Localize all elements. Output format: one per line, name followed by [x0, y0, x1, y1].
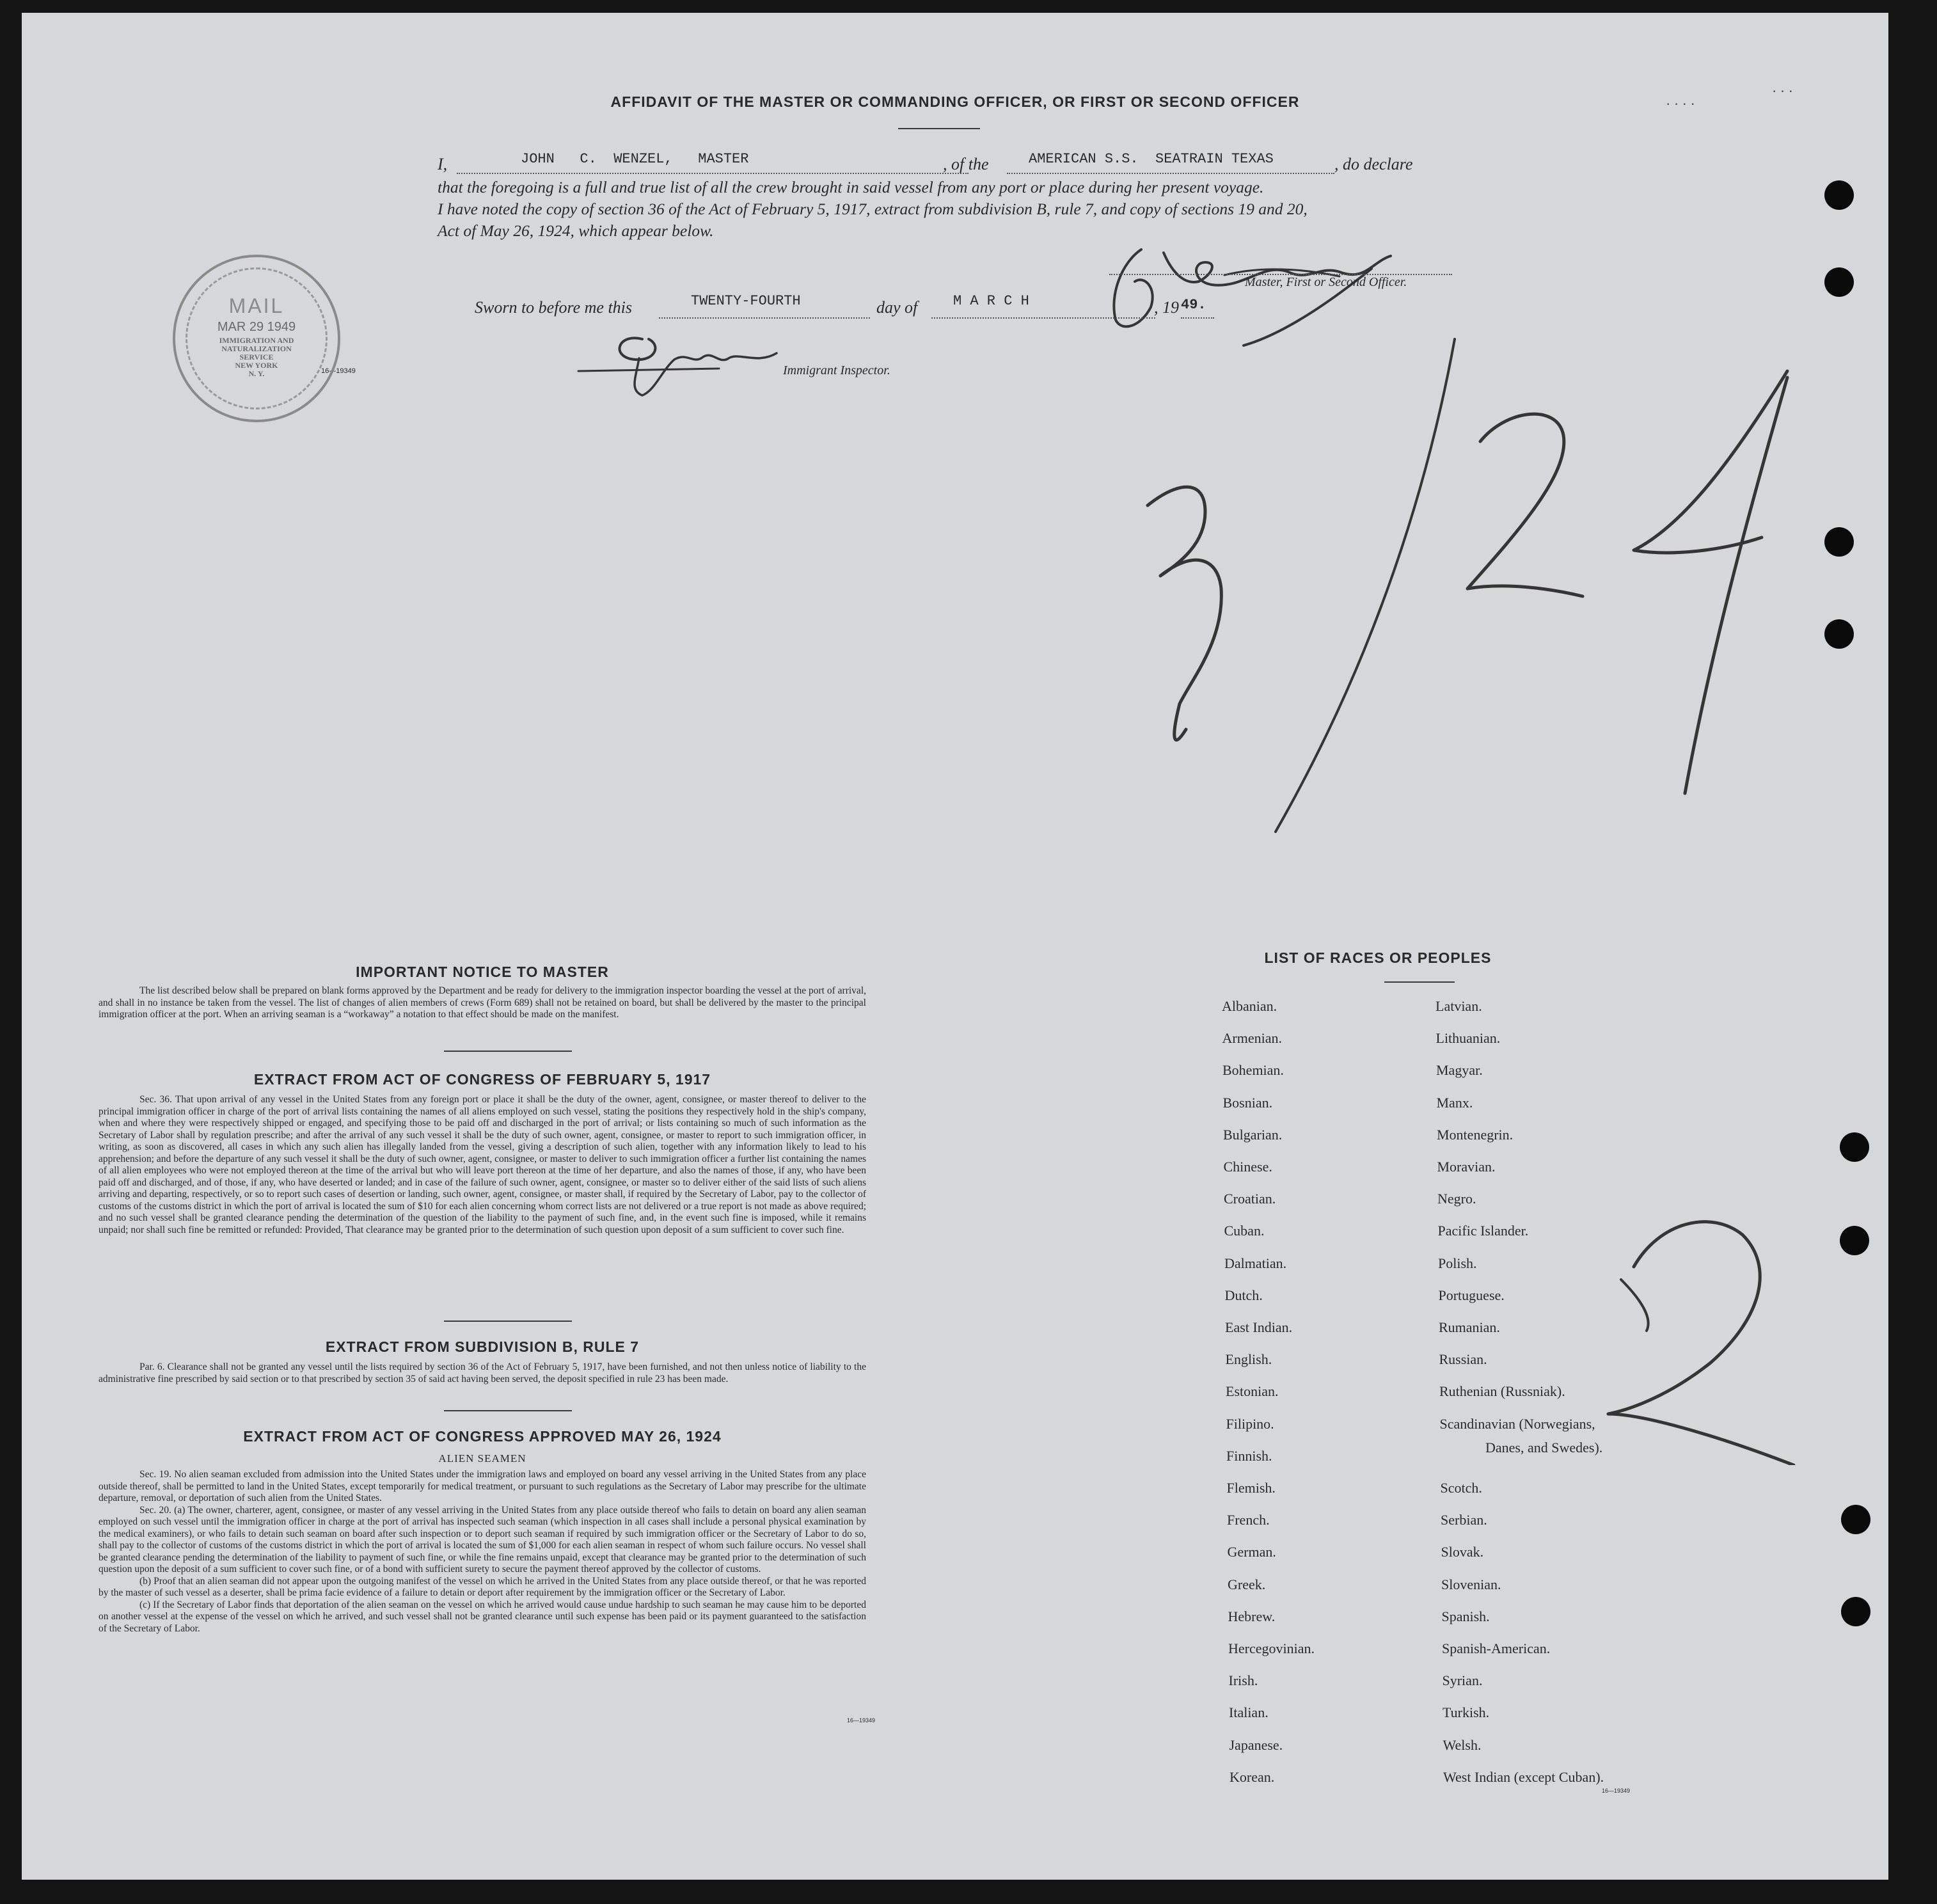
race-item: Scandinavian (Norwegians,	[1439, 1415, 1595, 1432]
affidavit-body-line-3: Act of May 26, 1924, which appear below.	[438, 221, 714, 240]
race-item: Cuban.	[1224, 1223, 1265, 1239]
race-item: Estonian.	[1226, 1383, 1279, 1400]
race-item: Croatian.	[1224, 1191, 1276, 1207]
stamp-date: MAR 29 1949	[217, 320, 296, 334]
race-item: Slovenian.	[1441, 1576, 1501, 1592]
signature-caption: Master, First or Second Officer.	[1245, 275, 1407, 289]
extract-1924-subtitle: ALIEN SEAMEN	[438, 1452, 526, 1464]
month-blank	[931, 317, 1155, 319]
sec-20b-text: (b) Proof that an alien seaman did not appear upon the outgoing manifest of the vessel on which he arrived in the United States from any place outside thereof, or that he was reported by the master of such vessel as a deserter, shall be prima facie evidence of a failure to detain or deport after requirement by the immigration officer or the Secretary of Labor.	[99, 1575, 866, 1598]
of-the-label: , of the	[943, 155, 989, 173]
race-item: Japanese.	[1229, 1736, 1283, 1753]
title-divider	[898, 128, 980, 129]
master-name: JOHN C. WENZEL, MASTER	[521, 151, 749, 167]
handwritten-page-mark	[1583, 1196, 1826, 1465]
race-item: Portuguese.	[1438, 1287, 1505, 1303]
extract-1917-text: Sec. 36. That upon arrival of any vessel in the United States from any foreign port or place it shall be the duty of the owner, agent, consignee, or master thereof to deliver to the principal immigration officer in charge of the port of arrival lists containing the names of all aliens employed on such vessel, stating the positions they respectively hold in the ship's company, when and where they were respectively shipped or engaged, and specifying those to be paid off and discharged in the port of arrival; or lists containing so much of such information as the Secretary of Labor shall by regulation prescribe; and after the arrival of any such vessel it shall be the duty of such owner, agent, consignee, or master to report to such immigration officer, in writing, as soon as discovered, all cases in which any such alien has illegally landed from the vessel, giving a description of such alien, together with any information likely to lead to his apprehension; and before the departure of any such vessel it shall be the duty of such owner, agent, consignee, or master to deliver to such immigration officer a further list containing the names of all alien employees who were not employed thereon at the time of the arrival but who will leave port thereon at the time of her departure, and also the names of those, if any, who have been paid off and discharged, and of those, if any, who have deserted or landed; and in case of the failure of such owner, agent, consignee, or master so to deliver either of the said lists of such aliens arriving and departing, respectively, or so to report such cases of desertion or landing, such owner, agent, consignee, or master shall, if required by the Secretary of Labor, pay to the collector of customs of the customs district in which the port of arrival is located the sum of $10 for each alien concerning whom correct lists are not delivered or a true report is not made as above required; and no such vessel shall be granted clearance pending the determination of the question of the liability to the payment of such fine, and, in the event such fine is imposed, while it remains unpaid; nor shall such fine be remitted or refunded: Provided, That clearance may be granted prior to the determination of such question upon deposit of a sum sufficient to cover such fine.	[99, 1094, 866, 1235]
affidavit-body	[438, 177, 1308, 242]
do-declare-label: , do declare	[1334, 155, 1413, 173]
sworn-day: TWENTY-FOURTH	[691, 293, 801, 309]
stamp-line-4: NEW YORK	[235, 361, 278, 370]
race-item: Armenian.	[1222, 1030, 1282, 1047]
race-item: Latvian.	[1435, 998, 1482, 1014]
race-item: Ruthenian (Russniak).	[1439, 1383, 1565, 1400]
day-of-label: day of	[876, 298, 918, 317]
race-item: Welsh.	[1443, 1736, 1482, 1753]
affidavit-body-line-1: that the foregoing is a full and true list of all the crew brought in said vessel from any port or place during her present voyage.	[438, 178, 1264, 196]
race-item: Bohemian.	[1222, 1062, 1284, 1079]
affidavit-i-label: I,	[438, 155, 448, 173]
race-item: Rumanian.	[1439, 1319, 1500, 1335]
race-item: Montenegrin.	[1437, 1126, 1514, 1143]
affidavit-body-line-2: I have noted the copy of section 36 of the Act of February 5, 1917, extract from subdivision B, rule 7, and copy of sections 19 and 20,	[438, 200, 1308, 218]
binder-hole	[1840, 1226, 1869, 1255]
race-item: Magyar.	[1436, 1062, 1483, 1079]
races-form-number: 16—19349	[1602, 1788, 1631, 1794]
extract-form-number: 16—19349	[847, 1717, 876, 1724]
handwritten-date-mark	[1109, 320, 1813, 845]
extract-1917-title: EXTRACT FROM ACT OF CONGRESS OF FEBRUARY 5, 1917	[253, 1071, 711, 1088]
race-item: East Indian.	[1225, 1319, 1293, 1335]
race-item: Albanian.	[1222, 998, 1277, 1014]
binder-hole	[1841, 1505, 1870, 1534]
race-item: Irish.	[1228, 1672, 1258, 1689]
binder-hole	[1841, 1597, 1870, 1626]
name-blank	[457, 173, 968, 174]
inspector-signature	[565, 320, 834, 403]
race-item: Slovak.	[1441, 1544, 1484, 1560]
race-item: Turkish.	[1443, 1704, 1490, 1721]
binder-hole	[1824, 180, 1854, 210]
race-scandinavian-continued: Danes, and Swedes).	[1485, 1440, 1603, 1456]
vessel-blank	[1007, 173, 1334, 174]
race-item: Hercegovinian.	[1228, 1640, 1315, 1656]
race-item: Bulgarian.	[1223, 1126, 1283, 1143]
stamp-line-2: NATURALIZATION	[221, 344, 292, 353]
race-item: West Indian (except Cuban).	[1443, 1768, 1604, 1785]
sworn-label: Sworn to before me this	[475, 298, 633, 317]
race-item: Filipino.	[1226, 1415, 1274, 1432]
extract-1924-body	[99, 1469, 866, 1635]
edge-marks: · · ·	[1772, 83, 1793, 99]
binder-hole	[1824, 527, 1854, 557]
race-item: Flemish.	[1226, 1480, 1276, 1496]
notice-text: The list described below shall be prepared on blank forms approved by the Department and be ready for delivery to the immigration inspector boarding the vessel at the port of arrival, and shall in no instance be taken from the vessel. The list of changes of alien members of crews (Form 689) shall not be retained on board, but shall be delivered by the master to the principal immigration officer at the port. When an arriving seaman is a “workaway” a notation to that effect should be made on the manifest.	[99, 985, 866, 1020]
race-item: Spanish-American.	[1442, 1640, 1551, 1656]
race-item: Russian.	[1439, 1351, 1487, 1368]
race-item: Finnish.	[1226, 1447, 1272, 1464]
race-item: Pacific Islander.	[1437, 1223, 1529, 1239]
sworn-month: M A R C H	[953, 293, 1029, 309]
inspector-caption: Immigrant Inspector.	[783, 363, 890, 377]
races-divider	[1384, 981, 1455, 983]
race-item: Moravian.	[1437, 1159, 1496, 1175]
binder-hole	[1840, 1132, 1869, 1162]
race-item: German.	[1227, 1544, 1276, 1560]
stamp-agency	[175, 337, 338, 378]
race-item: English.	[1225, 1351, 1272, 1368]
mail-stamp	[173, 255, 340, 422]
race-item: Korean.	[1229, 1768, 1275, 1785]
stamp-line-3: SERVICE	[239, 353, 274, 361]
race-item: Negro.	[1437, 1191, 1476, 1207]
extract-rule7-text: Par. 6. Clearance shall not be granted any vessel until the lists required by section 36 of the Act of February 5, 1917, have been furnished, and not then unless notice of liability to the administrative fine prescribed by said section or to that prescribed by section 35 of said act having been served, the deposit specified in rule 23 has been made.	[99, 1361, 866, 1384]
stamp-line-1: IMMIGRATION AND	[219, 336, 294, 345]
extract-1924-title: EXTRACT FROM ACT OF CONGRESS APPROVED MAY 26, 1924	[243, 1428, 722, 1445]
affidavit-title: AFFIDAVIT OF THE MASTER OR COMMANDING OFFICER, OR FIRST OR SECOND OFFICER	[610, 93, 1300, 110]
race-item: Greek.	[1228, 1576, 1266, 1592]
vessel-name: AMERICAN S.S. SEATRAIN TEXAS	[1029, 151, 1274, 167]
document-page	[22, 13, 1888, 1880]
race-item: Serbian.	[1441, 1512, 1487, 1528]
race-item: French.	[1227, 1512, 1270, 1528]
inspector-form-number: 16—19349	[321, 367, 356, 375]
race-item: Manx.	[1436, 1094, 1473, 1111]
stamp-word: MAIL	[228, 294, 285, 317]
race-item: Italian.	[1229, 1704, 1269, 1721]
binder-hole	[1824, 619, 1854, 649]
extract-1917-divider	[444, 1321, 572, 1322]
races-title: LIST OF RACES OR PEOPLES	[1264, 949, 1492, 966]
edge-marks-2: · · · ·	[1666, 96, 1695, 112]
race-item: Spanish.	[1441, 1608, 1490, 1624]
sec-19-text: Sec. 19. No alien seaman excluded from admission into the United States under the immigration laws and employed on board any vessel arriving in the United States from any place outside thereof, shall be permitted to land in the United States, except temporarily for medical treatment, or pursuant to such regulations as the Secretary of Labor may prescribe for the ultimate departure, removal, or deportation of such alien from the United States.	[99, 1469, 866, 1503]
sworn-year: 49.	[1181, 297, 1206, 313]
notice-title: IMPORTANT NOTICE TO MASTER	[356, 964, 609, 980]
sec-20a-text: Sec. 20. (a) The owner, charterer, agent, consignee, or master of any vessel arriving in the United States from any place outside thereof who fails to detain on board any alien seaman employed on such vessel until the immigration officer in charge at the port of arrival has inspected such seaman (which inspection in all cases shall include a personal physical examination by the medical examiners), or who fails to detain such seaman on board after such inspection or to deport such seaman if required by such immigration officer or the Secretary of Labor to do so, shall pay to the collector of customs of the customs district in which the port of arrival is located the sum of $1,000 for each alien seaman in respect of whom such failure occurs. No vessel shall be granted clearance pending the determination of the liability to payment of such fine, or while the fine remains unpaid, except that clearance may be granted prior to the determination of such question upon the deposit of a sum sufficient to cover such fine, or of a bond with sufficient surety to secure the payment thereof approved by the collector of customs.	[99, 1504, 866, 1575]
extract-rule7-title: EXTRACT FROM SUBDIVISION B, RULE 7	[325, 1338, 640, 1355]
notice-divider	[444, 1051, 572, 1052]
race-item: Polish.	[1438, 1255, 1477, 1271]
year-prefix: , 19	[1154, 298, 1179, 317]
race-item: Syrian.	[1442, 1672, 1483, 1689]
race-item: Lithuanian.	[1435, 1030, 1501, 1047]
race-item: Dutch.	[1224, 1287, 1263, 1303]
day-blank	[659, 317, 870, 319]
stamp-line-5: N. Y.	[248, 369, 265, 378]
race-item: Scotch.	[1440, 1480, 1482, 1496]
race-item: Chinese.	[1223, 1159, 1272, 1175]
year-blank	[1181, 317, 1214, 319]
race-item: Bosnian.	[1222, 1094, 1273, 1111]
sec-20c-text: (c) If the Secretary of Labor finds that deportation of the alien seaman on the vessel on which he arrived would cause undue hardship to such seaman he may cause him to be deported on another vessel at the expense of the vessel on which he arrived, and such vessel shall not be granted clearance until such expense has been paid or its payment guaranteed to the satisfaction of the Secretary of Labor.	[99, 1599, 866, 1634]
race-item: Dalmatian.	[1224, 1255, 1287, 1271]
binder-hole	[1824, 267, 1854, 297]
extract-rule7-divider	[444, 1410, 572, 1411]
race-item: Hebrew.	[1228, 1608, 1276, 1624]
